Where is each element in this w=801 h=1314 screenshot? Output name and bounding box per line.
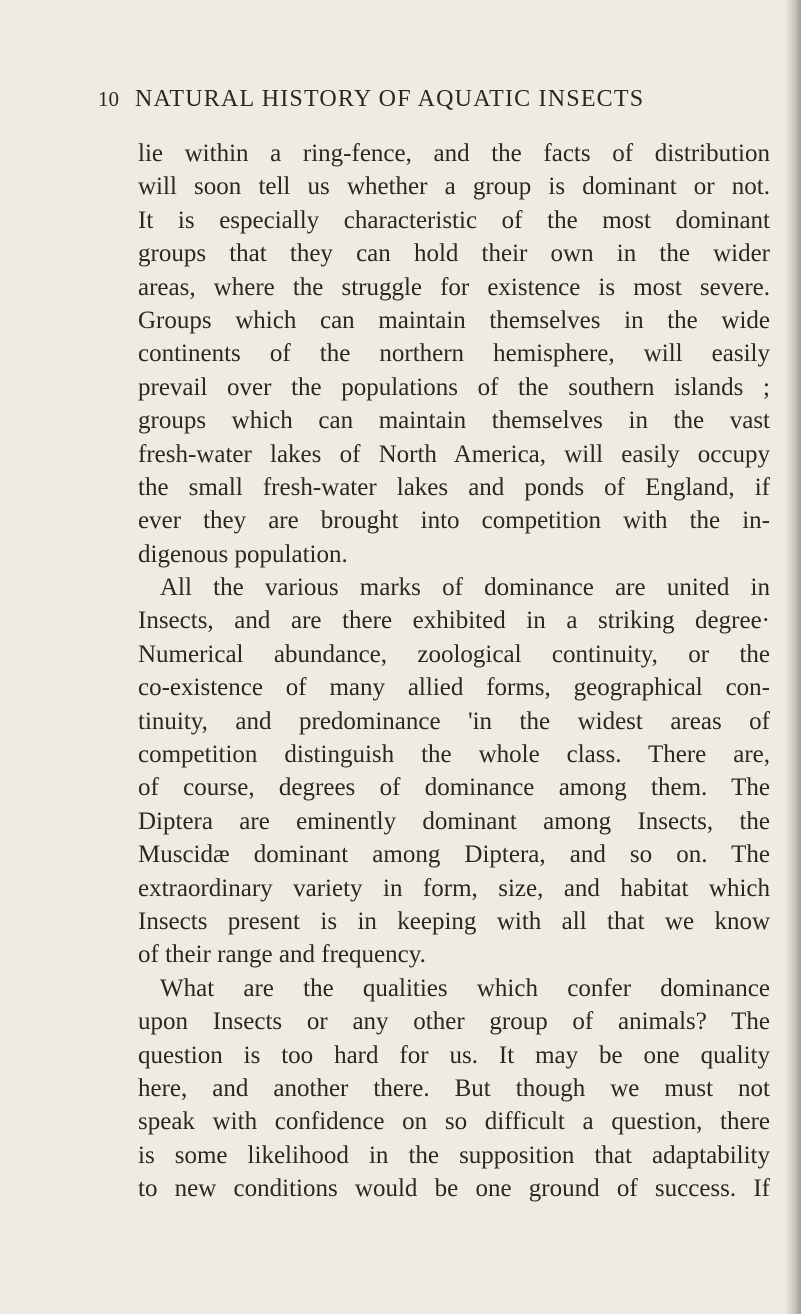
running-title: NATURAL HISTORY OF AQUATIC INSECTS	[135, 86, 645, 112]
paragraph-start-line: What are the qualities which confer dominance	[160, 974, 770, 1002]
body-text	[138, 137, 770, 1206]
paragraph-start-line: All the various marks of dominance are united in	[160, 574, 770, 602]
running-head	[98, 86, 748, 120]
text-line: co-existence of many allied forms, geographical con-	[138, 674, 770, 702]
text-line: extraordinary variety in form, size, and habitat which	[138, 874, 770, 902]
text-line: fresh-water lakes of North America, will easily occupy	[138, 440, 770, 468]
text-line: Insects present is in keeping with all that we know	[138, 907, 770, 935]
text-line: tinuity, and predominance 'in the widest areas of	[138, 707, 770, 735]
text-line: is some likelihood in the supposition that adaptability	[138, 1141, 770, 1169]
text-line: Groups which can maintain themselves in the wide	[138, 306, 770, 334]
text-line: Insects, and are there exhibited in a striking degree·	[138, 607, 770, 635]
text-line: ever they are brought into competition with the in-	[138, 507, 770, 535]
text-line: of their range and frequency.	[138, 941, 426, 969]
text-line: Numerical abundance, zoological continuity, or the	[138, 640, 770, 668]
page-edge-shadow	[785, 0, 801, 1314]
text-line: speak with confidence on so difficult a question, there	[138, 1108, 770, 1136]
text-line: groups which can maintain themselves in the vast	[138, 407, 770, 435]
text-line: competition distinguish the whole class. There are,	[138, 741, 770, 769]
text-line: continents of the northern hemisphere, will easily	[138, 340, 770, 368]
text-line: digenous population.	[138, 540, 348, 568]
text-line: to new conditions would be one ground of success. If	[138, 1175, 770, 1203]
text-line: prevail over the populations of the southern islands ;	[138, 373, 770, 401]
text-line: groups that they can hold their own in the wider	[138, 240, 770, 268]
page-number: 10	[98, 87, 119, 111]
text-line: It is especially characteristic of the most dominant	[138, 206, 770, 234]
text-line: areas, where the struggle for existence is most severe.	[138, 273, 770, 301]
text-line: lie within a ring-fence, and the facts of distribution	[138, 140, 770, 167]
text-line: Muscidæ dominant among Diptera, and so on. The	[138, 841, 770, 869]
text-line: of course, degrees of dominance among them. The	[138, 774, 770, 802]
text-line: the small fresh-water lakes and ponds of England, if	[138, 473, 770, 501]
text-line: here, and another there. But though we must not	[138, 1074, 770, 1102]
text-line: will soon tell us whether a group is dominant or not.	[138, 173, 770, 201]
text-line: upon Insects or any other group of animals? The	[138, 1008, 770, 1036]
text-line: question is too hard for us. It may be one quality	[138, 1041, 770, 1069]
text-line: Diptera are eminently dominant among Insects, the	[138, 807, 770, 835]
